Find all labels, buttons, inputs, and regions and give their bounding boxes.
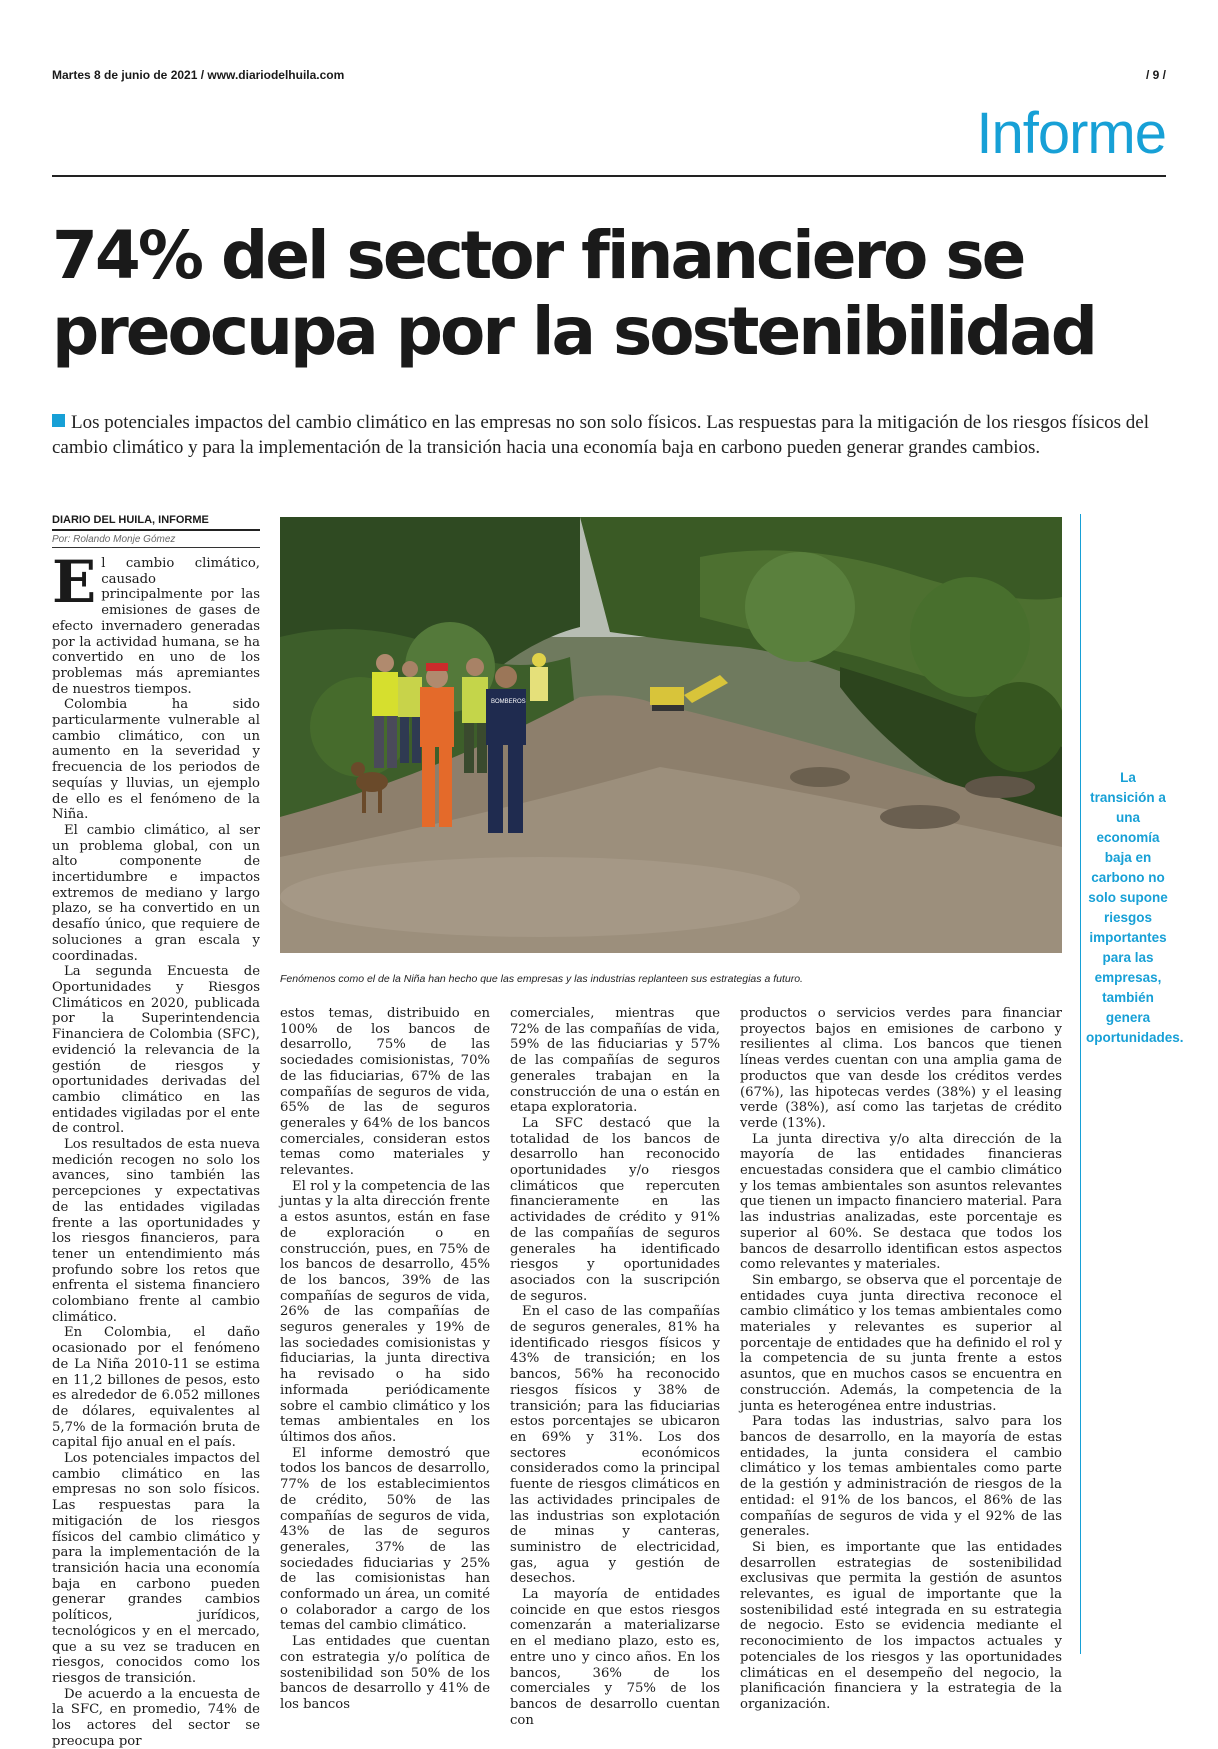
dateline: Martes 8 de junio de 2021 / www.diariodelhuila.com [52, 68, 345, 82]
paragraph: Para todas las industrias, salvo para los bancos de desarrollo, en la mayoría de estas entidades, la junta considera el cambio climático y los temas ambientales como parte de la gestión y administración de riesgos de la entidad: el 91% de los bancos, el 86% de las compañías de seguros de vida y el 92% de las generales. [740, 1414, 1062, 1540]
lead-paragraph [52, 410, 1164, 460]
paragraph: La SFC destacó que la totalidad de los bancos de desarrollo han reconocido oportunidades y/o riesgos climáticos que repercuten financieramente en las actividades de crédito y 91% de las compañías de seguros generales ha identificado riesgos y oportunidades asociados con la suscripción de seguros. [510, 1115, 720, 1304]
first-paragraph [52, 548, 260, 697]
paragraph: La mayoría de entidades coincide en que estos riesgos comenzarán a materializarse en el mediano plazo, esto es, entre uno y cinco años. En los bancos, 36% de los comerciales y 75% de los bancos de desarrollo cuentan con [510, 1587, 720, 1728]
paragraph: En el caso de las compañías de seguros generales, 81% ha identificado riesgos físicos y 43% de transición; en los bancos, 56% ha reconocido riesgos físicos y 38% de transición; para las fiduciarias estos porcentajes se ubicaron en 69% y 31%. Los dos sectores económicos considerados como la principal fuente de riesgos climáticos en las actividades principales de las industrias son explotación de minas y canteras, suministro de electricidad, gas, agua y gestión de desechos. [510, 1304, 720, 1587]
paragraph: Los potenciales impactos del cambio climático en las empresas no son solo físicos. Las respuestas para la mitigación de los riesgos físicos del cambio climático y para la implementación de la transición hacia una economía baja en carbono pueden generar grandes cambios políticos, jurídicos, tecnológicos y en el mercado, que a su vez se traducen en riesgos, conocidos como los riesgos de transición. [52, 1451, 260, 1686]
photo-badge-text: BOMBEROS [491, 699, 526, 705]
section-title: Informe [976, 101, 1166, 166]
paragraph: productos o servicios verdes para financiar proyectos bajos en emisiones de carbono y resilientes al clima. Los bancos que tienen líneas verdes cuentan con una amplia gama de productos que van desde los créditos verdes (67%), las hipotecas verdes (38%) y el leasing verde (38%), así como las tarjetas de crédito verde (13%). [740, 1006, 1062, 1131]
paragraph: El rol y la competencia de las juntas y la alta dirección frente a estos asuntos, están en fase de exploración o en construcción, pues, en 75% de los bancos de desarrollo, 45% de los bancos, 39% de las compañías de seguros de vida, 26% de las compañías de seguros generales y 19% de las sociedades comisionistas y fiduciarias, la junta directiva ha revisado o ha sido informada periódicamente sobre el cambio climático y los temas ambientales en los últimos dos años. [280, 1178, 490, 1445]
paragraph: Las entidades que cuentan con estrategia y/o política de sostenibilidad son 50% de los bancos de desarrollo y 41% de los bancos [280, 1634, 490, 1712]
paragraph: estos temas, distribuido en 100% de los bancos de desarrollo, 75% de las sociedades comisionistas, 70% de las fiduciarias, 67% de las compañías de seguros de vida, 65% de las de seguros generales y 64% de los bancos comerciales, consideran estos temas como materiales y relevantes. [280, 1006, 490, 1179]
column-4 [740, 1006, 1062, 1713]
photo [280, 517, 1062, 953]
paragraph: La segunda Encuesta de Oportunidades y Riesgos Climáticos en 2020, publicada por la Superintendencia Financiera de Colombia (SFC), evidenció la relevancia de la gestión de riesgos y oportunidades derivadas del cambio climático en las entidades vigiladas por el ente de control. [52, 964, 260, 1137]
byline: DIARIO DEL HUILA, INFORME [52, 514, 260, 531]
paragraph: Sin embargo, se observa que el porcentaje de entidades cuya junta directiva reconoce el cambio climático y los temas ambientales como materiales y relevantes es superior al porcentaje de entidades que ha definido el rol y la competencia de su junta frente a estos asuntos, que en muchos casos se encuentra en construcción. Además, la competencia de la junta es heterogénea entre industrias. [740, 1272, 1062, 1414]
paragraph: El cambio climático, al ser un problema global, con un alto componente de incertidumbre e impactos extremos de mediano y largo plazo, se ha convertido en un desafío único, que requiere de soluciones a gran escala y coordinadas. [52, 822, 260, 964]
paragraph: Colombia ha sido particularmente vulnerable al cambio climático, con un aumento en la severidad y frecuencia de los periodos de sequías y lluvias, un ejemplo de ello es el fenómeno de la Niña. [52, 697, 260, 823]
header-rule [52, 175, 1166, 177]
page-number: / 9 / [1145, 68, 1166, 82]
byline-block [52, 514, 260, 548]
column-3 [510, 1006, 720, 1728]
paragraph: En Colombia, el daño ocasionado por el fenómeno de La Niña 2010-11 se estima en 11,2 billones de pesos, esto es alrededor de 6.052 millones de dólares, equivalentes al 5,7% de la formación bruta de capital fijo anual en el país. [52, 1325, 260, 1451]
column-2 [280, 1006, 490, 1713]
sidebar-divider [1080, 514, 1081, 1654]
column-1 [52, 548, 260, 1749]
lead-marker [52, 414, 65, 427]
paragraph: De acuerdo a la encuesta de la SFC, en promedio, 74% de los actores del sector se preocupa por [52, 1686, 260, 1749]
first-paragraph-text: l cambio climático, causado principalmente por las emisiones de gases de efecto invernadero generadas por la actividad humana, se ha convertido en uno de los problemas más apremiantes de nuestros tiempos. [52, 556, 260, 697]
landslide-photo-illustration [280, 517, 1062, 953]
paragraph: La junta directiva y/o alta dirección de la mayoría de las entidades financieras encuestadas considera que el cambio climático y los temas ambientales son asuntos relevantes que tienen un impacto financiero material. Para las industrias analizadas, este porcentaje es superior al 60%. Se destaca que todos los bancos de desarrollo identifican estos aspectos como relevantes y materiales. [740, 1131, 1062, 1273]
paragraph: El informe demostró que todos los bancos de desarrollo, 77% de los establecimientos de crédito, 50% de las compañías de seguros de vida, 43% de las de seguros generales, 37% de las sociedades fiduciarias y 25% de las comisionistas han conformado un área, un comité o colaborador a cargo de los temas del cambio climático. [280, 1445, 490, 1634]
lead-text: Los potenciales impactos del cambio climático en las empresas no son solo físicos. Las respuestas para la mitigación de los riesgos físicos del cambio climático y para la implementación de la transición hacia una economía baja en carbono pueden generar grandes cambios. [52, 412, 1149, 458]
dropcap: E [52, 548, 97, 616]
author: Por: Rolando Monje Gómez [52, 534, 176, 545]
paragraph: Los resultados de esta nueva medición recogen no solo los avances, sino también las percepciones y expectativas de las entidades vigiladas frente a las oportunidades y los riesgos financieros, para tener un entendimiento más profundo sobre los retos que enfrenta el sistema financiero colombiano frente al cambio climático. [52, 1137, 260, 1325]
photo-caption: Fenómenos como el de la Niña han hecho que las empresas y las industrias replanteen sus estrategias a futuro. [280, 973, 803, 985]
paragraph: Si bien, es importante que las entidades desarrollen estrategias de sostenibilidad exclusivas que permita la gestión de asuntos relevantes, es igual de importante que la sostenibilidad esté integrada en su estrategia de negocio. Esto se evidencia mediante el reconocimiento de los impactos actuales y potenciales de los riesgos y las oportunidades climáticas en el desempeño del negocio, la planificación financiera y la estrategia de la organización. [740, 1539, 1062, 1712]
paragraph: comerciales, mientras que 72% de las compañías de vida, 59% de las fiduciarias y 57% de las compañías de seguros generales trabajan en la construcción de una o están en etapa exploratoria. [510, 1006, 720, 1116]
headline: 74% del sector financiero se preocupa por la sostenibilidad [52, 217, 1095, 370]
pull-quote: La transición a una economía baja en carbono no solo supone riesgos importantes para las empresas, también genera oportunidades. [1086, 770, 1184, 1045]
